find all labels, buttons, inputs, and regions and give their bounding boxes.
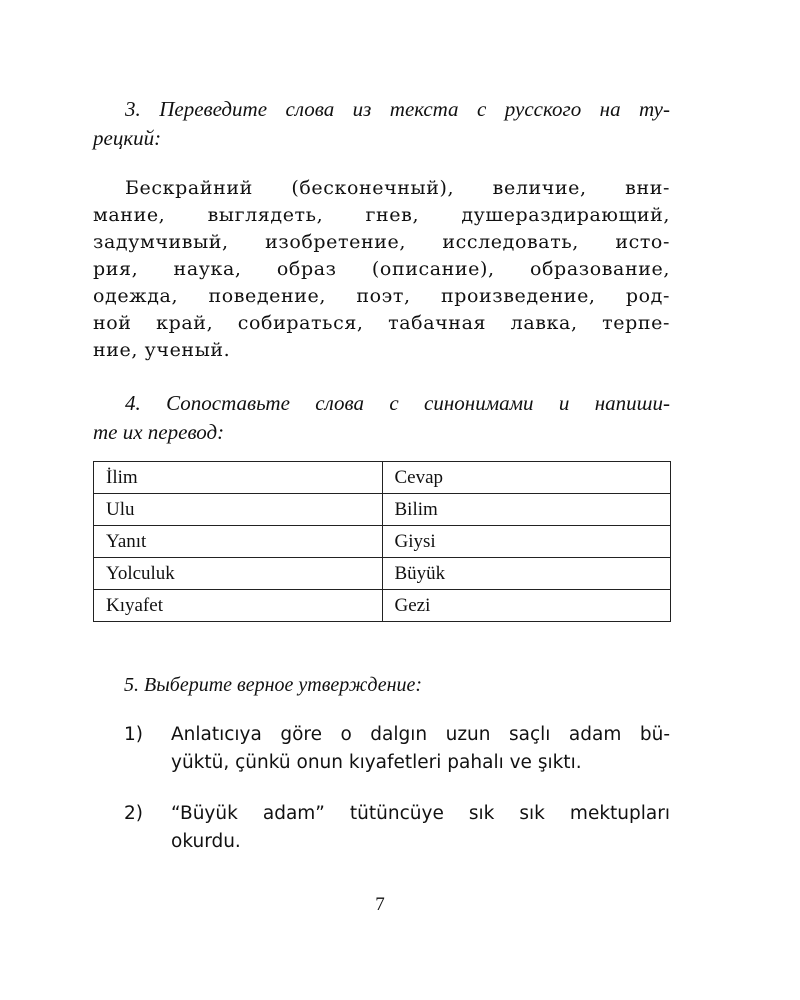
table-cell-synonym: Cevap xyxy=(382,462,671,494)
instruction-line: 4. Сопоставьте слова с синонимами и напиши- xyxy=(125,391,670,415)
table-cell-word: Yolculuk xyxy=(94,558,383,590)
exercise-4-instruction xyxy=(93,389,670,447)
table-cell-synonym: Büyük xyxy=(382,558,671,590)
word-list-line: Бескрайний (бесконечный), величие, вни- xyxy=(125,177,670,199)
option-line: “Büyük adam” tütüncüye sık sık mektupları xyxy=(171,803,670,824)
word-list-line: одежда, поведение, поэт, произведение, род- xyxy=(93,285,670,307)
option-line: okurdu. xyxy=(171,831,241,852)
instruction-line: те их перевод: xyxy=(93,420,225,444)
option-text xyxy=(171,800,670,856)
word-list-line: мание, выглядеть, гнев, душераздирающий, xyxy=(93,204,670,226)
table-row xyxy=(94,526,671,558)
option-line: Anlatıcıya göre o dalgın uzun saçlı adam bü- xyxy=(171,724,670,745)
table-cell-word: Yanıt xyxy=(94,526,383,558)
instruction-line: 3. Переведите слова из текста с русского на ту- xyxy=(125,97,670,121)
word-list-line: рия, наука, образ (описание), образование, xyxy=(93,258,670,280)
word-list-line: ние, ученый. xyxy=(93,339,231,361)
exercise-3-instruction xyxy=(93,95,670,153)
synonym-table xyxy=(93,461,671,622)
table-cell-synonym: Gezi xyxy=(382,590,671,622)
table-row xyxy=(94,590,671,622)
table-cell-synonym: Bilim xyxy=(382,494,671,526)
table-row xyxy=(94,494,671,526)
page-number: 7 xyxy=(375,894,385,915)
table-row xyxy=(94,462,671,494)
table-cell-word: Kıyafet xyxy=(94,590,383,622)
table-cell-word: Ulu xyxy=(94,494,383,526)
table-cell-word: İlim xyxy=(94,462,383,494)
option-text xyxy=(171,721,670,777)
table-row xyxy=(94,558,671,590)
word-list-line: ной край, собираться, табачная лавка, терпе- xyxy=(93,312,670,334)
exercise-5-instruction: 5. Выберите верное утверждение: xyxy=(124,674,423,696)
option-number: 1) xyxy=(124,724,143,745)
table-cell-synonym: Giysi xyxy=(382,526,671,558)
option-line: yüktü, çünkü onun kıyafetleri pahalı ve şıktı. xyxy=(171,752,582,773)
word-list-line: задумчивый, изобретение, исследовать, исто- xyxy=(93,231,670,253)
option-number: 2) xyxy=(124,803,143,824)
instruction-line: рецкий: xyxy=(93,126,162,150)
exercise-3-word-list xyxy=(93,175,670,364)
